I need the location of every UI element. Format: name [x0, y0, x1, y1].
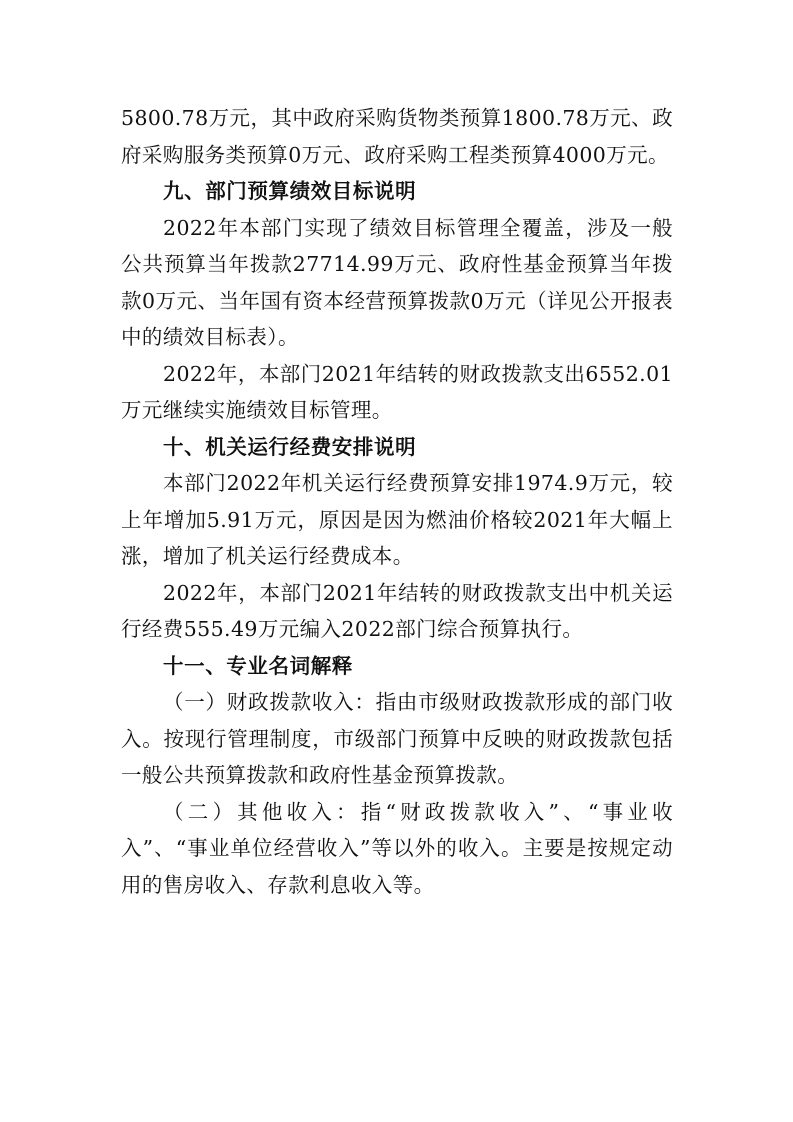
paragraph-performance-carryover: 2022年，本部门2021年结转的财政拨款支出6552.01万元继续实施绩效目标管理。	[121, 361, 673, 422]
glossary-item-other-income: （二）其他收入：指“财政拨款收入”、“事业收入”、“事业单位经营收入”等以外的收入。主要是按规定动用的售房收入、存款利息收入等。	[121, 799, 673, 897]
paragraph-operating-expenses-budget: 本部门2022年机关运行经费预算安排1974.9万元，较上年增加5.91万元，原因是因为燃油价格较2021年大幅上涨，增加了机关运行经费成本。	[121, 471, 673, 568]
paragraph-operating-expenses-carryover: 2022年，本部门2021年结转的财政拨款支出中机关运行经费555.49万元编入2022部门综合预算执行。	[121, 580, 673, 641]
section-heading-performance-goals: 九、部门预算绩效目标说明	[163, 179, 417, 203]
paragraph-procurement-continued: 5800.78万元，其中政府采购货物类预算1800.78万元、政府采购服务类预算0万元、政府采购工程类预算4000万元。	[121, 106, 673, 167]
paragraph-performance-coverage: 2022年本部门实现了绩效目标管理全覆盖，涉及一般公共预算当年拨款27714.99万元、政府性基金预算当年拨款0万元、当年国有资本经营预算拨款0万元（详见公开报表中的绩效目标表）。	[121, 215, 673, 349]
section-heading-operating-expenses: 十、机关运行经费安排说明	[163, 434, 417, 459]
glossary-item-fiscal-appropriation: （一）财政拨款收入：指由市级财政拨款形成的部门收入。按现行管理制度，市级部门预算中反映的财政拨款包括一般公共预算拨款和政府性基金预算拨款。	[121, 690, 673, 787]
document-body	[121, 100, 673, 903]
section-heading-glossary: 十一、专业名词解释	[163, 653, 353, 678]
